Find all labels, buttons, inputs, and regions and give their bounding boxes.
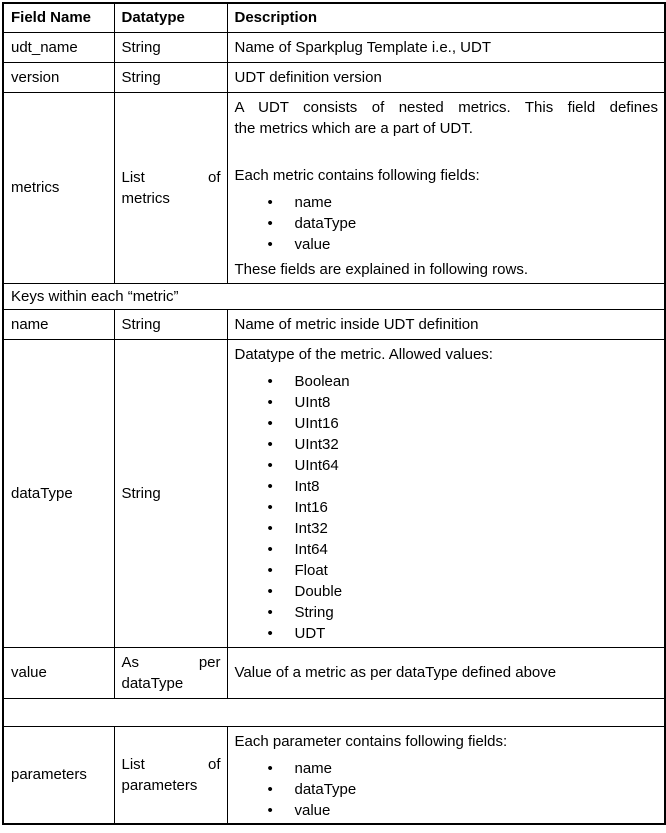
bullet-icon: •: [267, 414, 273, 432]
bullet-icon: •: [267, 456, 273, 474]
datatype-line: dataType: [121, 674, 184, 692]
fields-intro: Each metric contains following fields:: [234, 166, 480, 184]
table-row-datatype: [3, 339, 665, 647]
bullet-text: UDT: [294, 624, 326, 642]
cell-field-name: version: [3, 62, 114, 92]
datatype-line: As per: [121, 653, 221, 671]
cell-field-name: metrics: [3, 92, 114, 283]
cell-field-name: name: [3, 309, 114, 339]
cell-field-name: dataType: [3, 339, 114, 647]
cell-description: [227, 92, 665, 283]
list-item: [235, 213, 659, 234]
bullet-icon: •: [267, 759, 273, 777]
datatype-line: List of: [121, 755, 221, 773]
bullet-icon: •: [267, 603, 273, 621]
datatype-line: metrics: [121, 189, 170, 207]
list-item: [235, 392, 659, 413]
table-section-row: [3, 283, 665, 309]
list-item: [235, 497, 659, 518]
list-item: [235, 455, 659, 476]
cell-description: Name of Sparkplug Template i.e., UDT: [227, 32, 665, 62]
table-row-value: [3, 647, 665, 698]
cell-field-name: udt_name: [3, 32, 114, 62]
bullet-text: dataType: [294, 214, 357, 232]
list-item: [235, 476, 659, 497]
bullet-text: dataType: [294, 780, 357, 798]
bullet-text: Int8: [294, 477, 320, 495]
description-line: the metrics which are a part of UDT.: [234, 119, 473, 137]
list-item: [235, 758, 659, 779]
bullet-text: Int64: [294, 540, 328, 558]
cell-datatype: String: [114, 62, 227, 92]
header-field-name: Field Name: [3, 3, 114, 32]
bullet-icon: •: [267, 435, 273, 453]
bullet-text: name: [294, 193, 333, 211]
bullet-text: value: [294, 801, 331, 819]
list-item: [235, 413, 659, 434]
cell-datatype: [114, 647, 227, 698]
list-item: [235, 518, 659, 539]
table-empty-row: [3, 698, 665, 726]
bullet-icon: •: [267, 561, 273, 579]
bullet-icon: •: [267, 519, 273, 537]
bullet-text: Double: [294, 582, 343, 600]
bullet-text: Boolean: [294, 372, 350, 390]
bullet-icon: •: [267, 801, 273, 819]
empty-cell: [3, 698, 665, 726]
bullet-list: [235, 758, 659, 821]
bullet-text: name: [294, 759, 333, 777]
bullet-text: String: [294, 603, 334, 621]
bullet-icon: •: [267, 214, 273, 232]
bullet-text: UInt16: [294, 414, 339, 432]
bullet-icon: •: [267, 624, 273, 642]
bullet-text: UInt8: [294, 393, 331, 411]
bullet-icon: •: [267, 393, 273, 411]
table-row-version: [3, 62, 665, 92]
list-item: [235, 800, 659, 821]
list-item: [235, 539, 659, 560]
cell-description: [227, 726, 665, 824]
list-item: [235, 581, 659, 602]
section-label: Keys within each “metric”: [3, 283, 665, 309]
table-row-name: [3, 309, 665, 339]
bullet-icon: •: [267, 372, 273, 390]
bullet-icon: •: [267, 780, 273, 798]
description-line: A UDT consists of nested metrics. This field defines: [234, 98, 658, 116]
bullet-icon: •: [267, 582, 273, 600]
bullet-icon: •: [267, 477, 273, 495]
datatype-line: parameters: [121, 776, 198, 794]
cell-datatype: String: [114, 339, 227, 647]
table-header-row: [3, 3, 665, 32]
table-row-metrics: [3, 92, 665, 283]
cell-field-name: value: [3, 647, 114, 698]
cell-datatype: [114, 726, 227, 824]
bullet-icon: •: [267, 498, 273, 516]
bullet-icon: •: [267, 235, 273, 253]
cell-datatype: String: [114, 32, 227, 62]
cell-datatype: [114, 92, 227, 283]
header-description: Description: [227, 3, 665, 32]
bullet-list: [235, 192, 659, 255]
fields-outro: These fields are explained in following rows.: [234, 260, 528, 278]
cell-description: Name of metric inside UDT definition: [227, 309, 665, 339]
bullet-text: Int32: [294, 519, 328, 537]
description-intro: Each parameter contains following fields:: [234, 732, 508, 750]
bullet-text: value: [294, 235, 331, 253]
cell-field-name: parameters: [3, 726, 114, 824]
list-item: [235, 234, 659, 255]
list-item: [235, 371, 659, 392]
list-item: [235, 434, 659, 455]
header-datatype: Datatype: [114, 3, 227, 32]
list-item: [235, 602, 659, 623]
field-definition-table: [2, 2, 666, 825]
list-item: [235, 779, 659, 800]
paragraph-spacer: [235, 139, 659, 165]
list-item: [235, 560, 659, 581]
table-row-udt-name: [3, 32, 665, 62]
bullet-icon: •: [267, 540, 273, 558]
datatype-line: List of: [121, 168, 221, 186]
list-item: [235, 192, 659, 213]
table-row-parameters: [3, 726, 665, 824]
cell-description: UDT definition version: [227, 62, 665, 92]
cell-datatype: String: [114, 309, 227, 339]
bullet-text: Float: [294, 561, 328, 579]
bullet-icon: •: [267, 193, 273, 211]
cell-description: [227, 339, 665, 647]
description-intro: Datatype of the metric. Allowed values:: [234, 345, 493, 363]
list-item: [235, 623, 659, 644]
bullet-text: Int16: [294, 498, 328, 516]
bullet-list: [235, 371, 659, 644]
cell-description: Value of a metric as per dataType defined above: [227, 647, 665, 698]
bullet-text: UInt32: [294, 435, 339, 453]
bullet-text: UInt64: [294, 456, 339, 474]
